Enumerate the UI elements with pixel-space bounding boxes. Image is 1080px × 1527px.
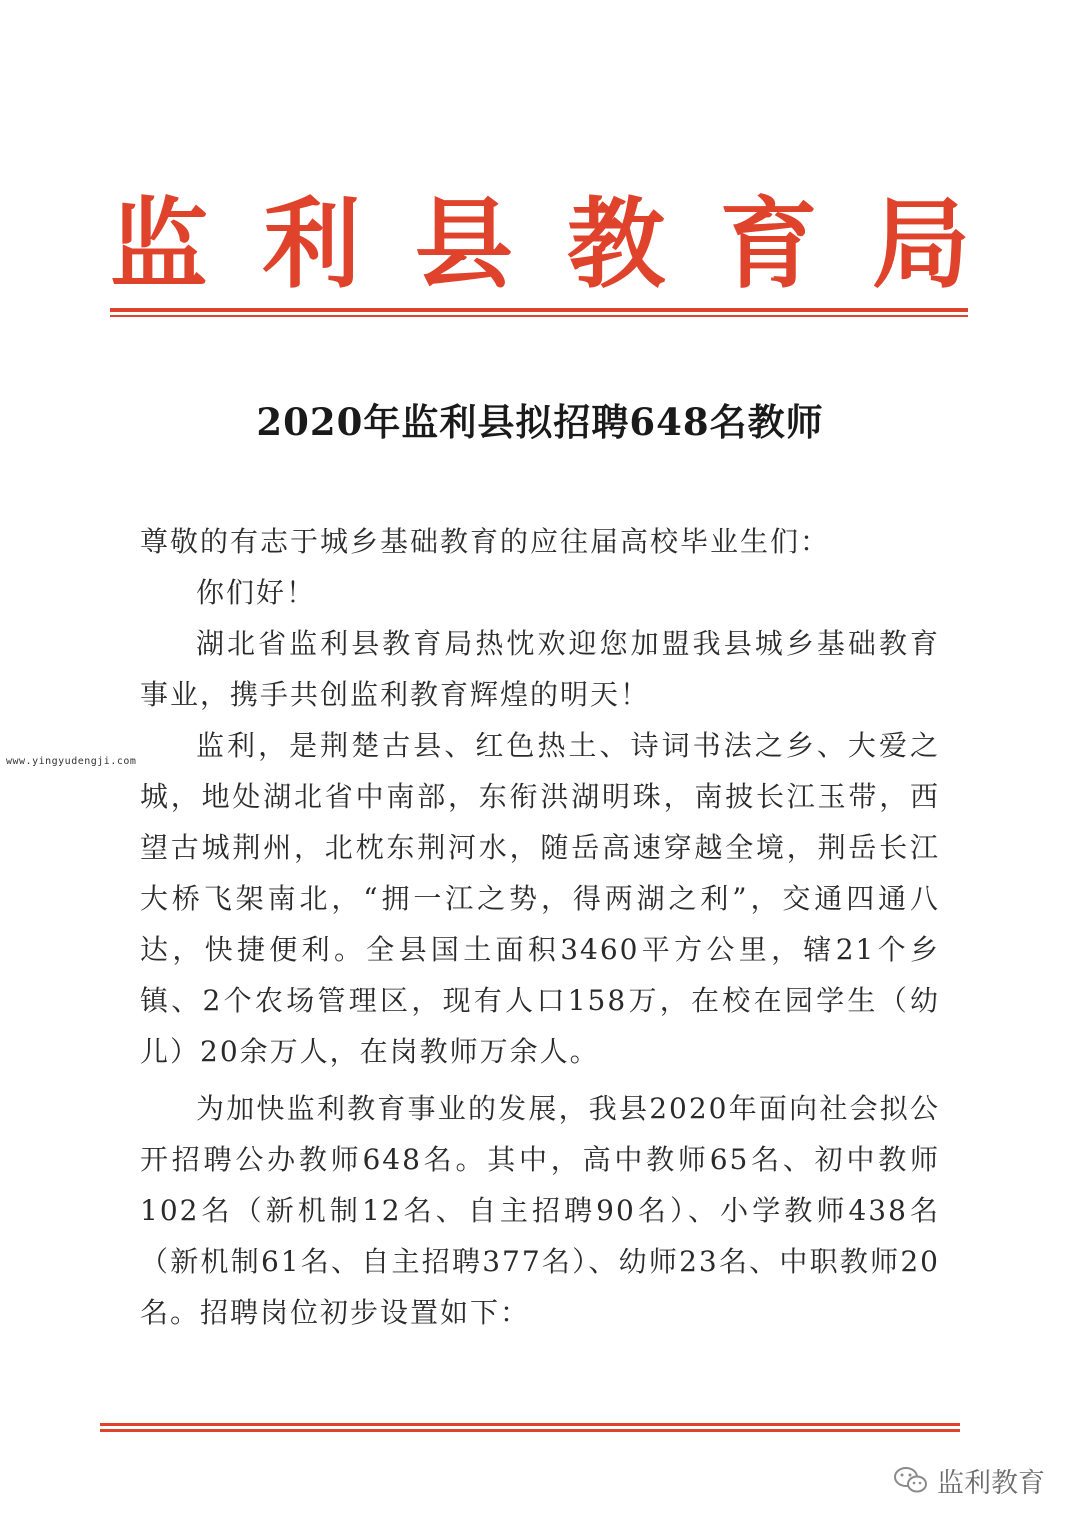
- org-char: 教: [567, 188, 666, 302]
- letterhead-divider: [110, 308, 968, 317]
- account-attribution: [893, 1460, 1045, 1500]
- org-char: 县: [414, 188, 513, 302]
- paragraph: 湖北省监利县教育局热忱欢迎您加盟我县城乡基础教育事业，携手共创监利教育辉煌的明天！: [140, 627, 940, 711]
- paragraph: 为加快监利教育事业的发展，我县2020年面向社会拟公开招聘公办教师648名。其中，高中教师65名、初中教师102名（新机制12名、自主招聘90名）、小学教师438名（新机制61名、自主招聘377名）、幼师23名、中职教师20名。招聘岗位初步设置如下：: [140, 1092, 940, 1329]
- account-name: 监利教育: [937, 1467, 1045, 1499]
- watermark-url: www.yingyudengji.com: [6, 756, 137, 767]
- org-char: 利: [262, 188, 361, 302]
- document-title: 2020年监利县拟招聘648名教师: [256, 400, 824, 444]
- org-letterhead-title: [110, 190, 970, 300]
- greeting: 你们好！: [196, 576, 317, 609]
- paragraph: 监利，是荆楚古县、红色热土、诗词书法之乡、大爱之城，地处湖北省中南部，东衔洪湖明珠，南披长江玉带，西望古城荆州，北枕东荆河水，随岳高速穿越全境，荆岳长江大桥飞架南北，“拥一江之势，得两湖之利”，交通四通八达，快捷便利。全县国土面积3460平方公里，辖21个乡镇、2个农场管理区，现有人口158万，在校在园学生（幼儿）20余万人，在岗教师万余人。: [140, 729, 940, 1068]
- footer-divider: [100, 1423, 960, 1432]
- org-char: 局: [871, 188, 970, 302]
- org-char: 监: [110, 188, 209, 302]
- org-char: 育: [719, 188, 818, 302]
- salutation: 尊敬的有志于城乡基础教育的应往届高校毕业生们：: [140, 525, 831, 558]
- wechat-icon: [893, 1465, 929, 1495]
- document-body: [140, 516, 940, 1338]
